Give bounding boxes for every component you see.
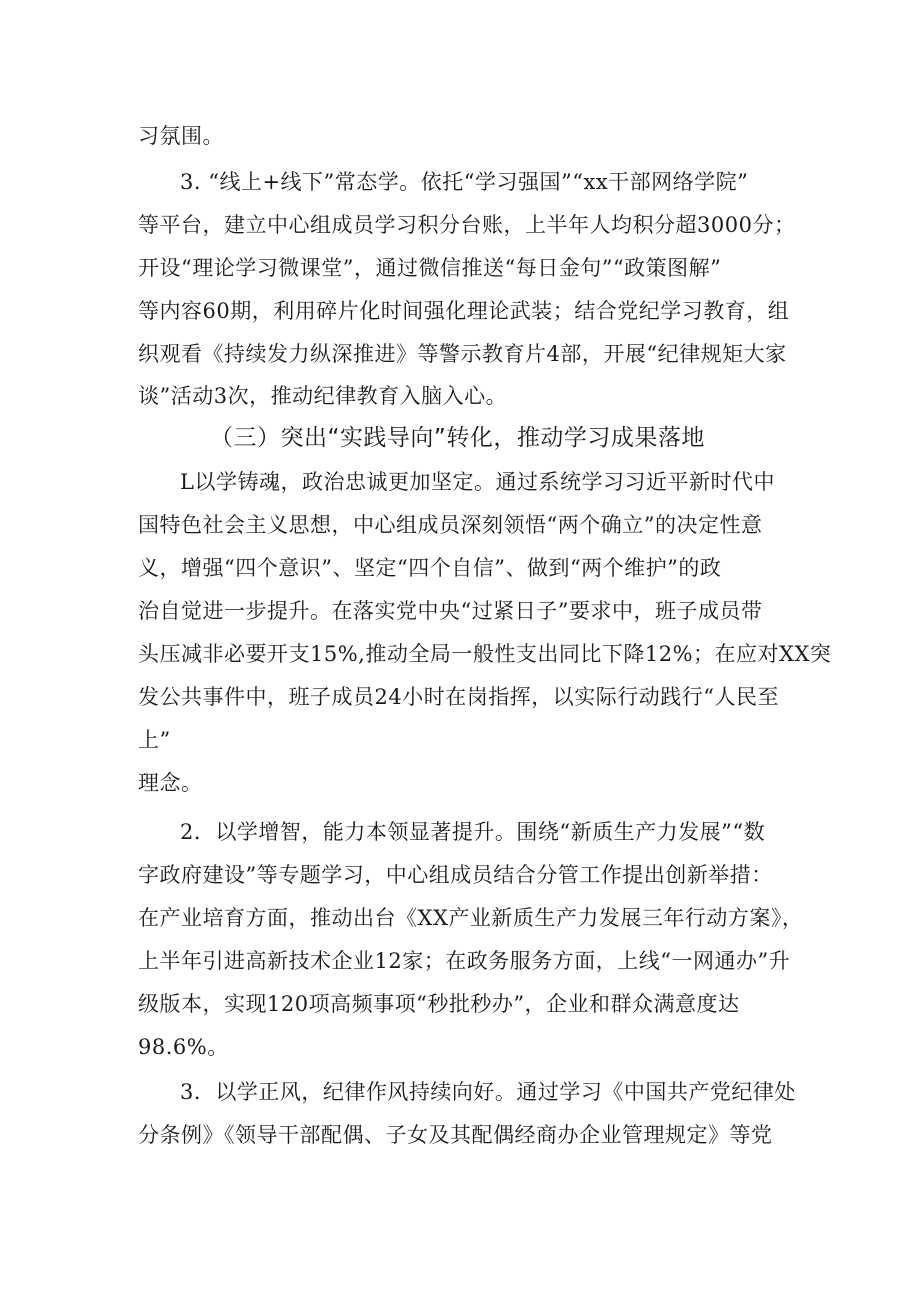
section-heading: （三）突出“实践导向”转化，推动学习成果落地	[210, 425, 705, 451]
text-line: 分条例》《领导干部配偶、子女及其配偶经商办企业管理规定》等党	[138, 1123, 773, 1147]
text-line: 织观看《持续发力纵深推进》等警示教育片4部，开展“纪律规矩大家	[138, 342, 787, 366]
paragraph-item-3-start: 3. “线上+线下”常态学。依托“学习强国”“xx干部网络学院”	[180, 170, 749, 194]
paragraph-item-1-start: L以学铸魂，政治忠诚更加坚定。通过系统学习习近平新时代中	[180, 470, 775, 494]
text-line: 等内容60期，利用碎片化时间强化理论武装；结合党纪学习教育，组	[138, 299, 790, 323]
paragraph-item-2-start: 2．以学增智，能力本领显著提升。围绕“新质生产力发展”“数	[180, 820, 766, 844]
text-line: 字政府建设”等专题学习，中心组成员结合分管工作提出创新举措：	[138, 863, 773, 887]
text-line: 等平台，建立中心组成员学习积分台账，上半年人均积分超3000分；	[138, 213, 796, 237]
text-line: 义，增强“四个意识”、坚定“四个自信”、做到“两个维护”的政	[138, 556, 722, 580]
text-line: 在产业培育方面，推动出台《XX产业新质生产力发展三年行动方案》，	[138, 906, 804, 930]
text-line: 98.6%。	[138, 1035, 229, 1059]
text-line: 习氛围。	[138, 124, 224, 148]
paragraph-item-3b-start: 3．以学正风，纪律作风持续向好。通过学习《中国共产党纪律处	[180, 1080, 796, 1104]
text-line: 开设“理论学习微课堂”，通过微信推送“每日金句”“政策图解”	[138, 256, 722, 280]
text-line: 谈”活动3次，推动纪律教育入脑入心。	[138, 384, 508, 408]
text-line: 上”	[138, 728, 171, 752]
text-line: 国特色社会主义思想，中心组成员深刻领悟“两个确立”的决定性意	[138, 513, 763, 537]
text-line: 理念。	[138, 771, 203, 795]
text-line: 上半年引进高新技术企业12家；在政务服务方面，上线“一网通办”升	[138, 949, 791, 973]
text-line: 级版本，实现120项高频事项“秒批秒办”，企业和群众满意度达	[138, 992, 740, 1016]
text-line: 发公共事件中，班子成员24小时在岗指挥，以实际行动践行“人民至	[138, 685, 779, 709]
text-line: 头压减非必要开支15%,推动全局一般性支出同比下降12%；在应对XX突	[138, 642, 832, 666]
text-line: 治自觉进一步提升。在落实党中央“过紧日子”要求中，班子成员带	[138, 599, 763, 623]
